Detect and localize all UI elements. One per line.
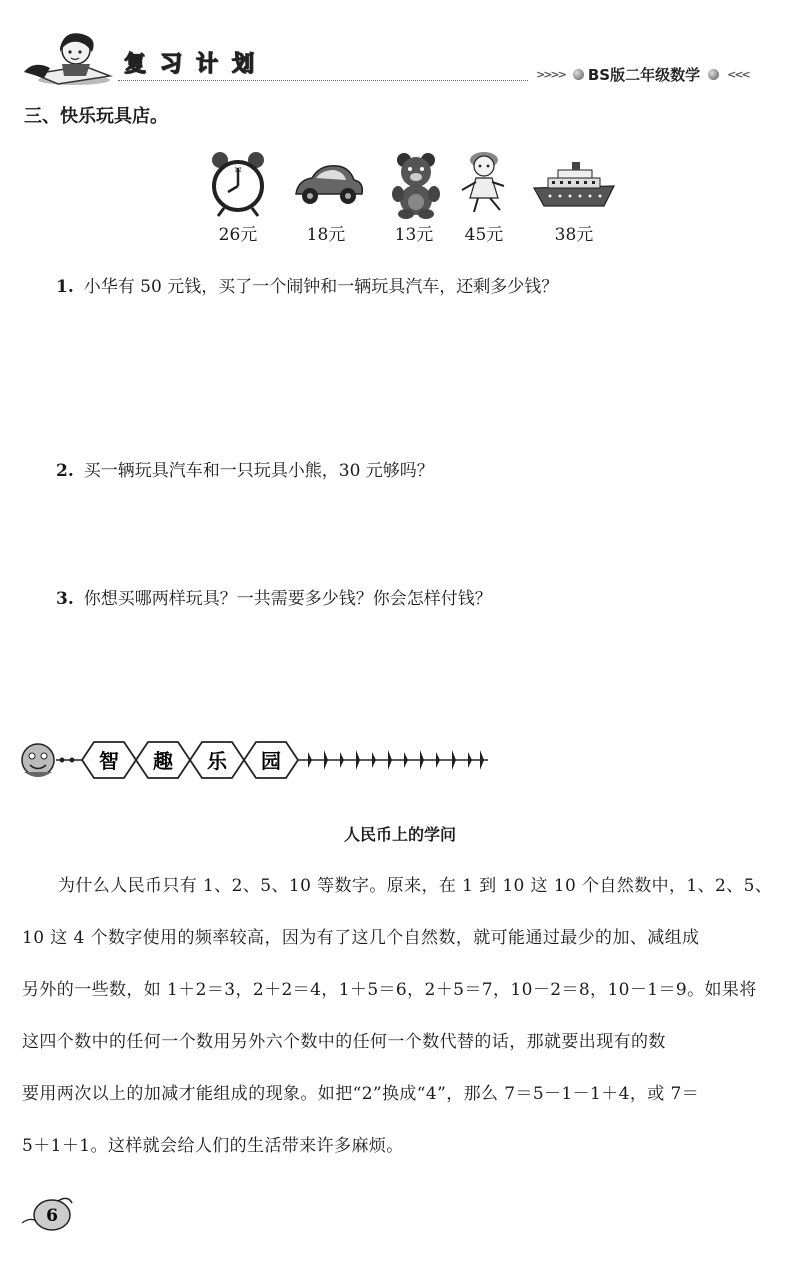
article-line: 这四个数中的任何一个数用另外六个数中的任何一个数代替的话，那就要出现有的数 <box>22 1032 666 1052</box>
question-3 <box>56 584 492 609</box>
reading-girl-icon <box>14 30 114 88</box>
toy-car-icon <box>288 150 368 220</box>
article-line: 5＋1＋1。这样就会给人们的生活带来许多麻烦。 <box>22 1136 404 1156</box>
header-title-char: 计 <box>195 52 218 77</box>
bullet-icon <box>573 69 584 80</box>
header-title-char: 复 <box>123 52 146 77</box>
article-line: 要用两次以上的加减才能组成的现象。如把“2”换成“4”，那么 7＝5－1－1＋4，或 7＝ <box>22 1084 700 1104</box>
header-divider <box>118 80 528 81</box>
arrows-right-icon: >>>> <box>536 68 565 81</box>
price-label: 26元 <box>218 225 258 245</box>
garden-label: 智 <box>99 749 119 773</box>
question-2 <box>56 456 434 481</box>
question-text: 买一辆玩具汽车和一只玩具小熊，30 元够吗？ <box>83 461 434 481</box>
question-number: 2. <box>56 461 74 481</box>
question-text: 小华有 50 元钱，买了一个闹钟和一辆玩具汽车，还剩多少钱？ <box>83 277 559 297</box>
price-label: 13元 <box>394 225 434 245</box>
mascot-icon <box>22 744 54 777</box>
svg-text:12: 12 <box>234 167 242 174</box>
grade-badge <box>532 64 753 85</box>
article-body <box>22 860 780 1172</box>
article-line: 为什么人民币只有 1、2、5、10 等数字。原来，在 1 到 10 这 10 个自然数中，1、2、5、 <box>58 876 773 896</box>
ship-icon <box>532 150 616 220</box>
garden-label: 乐 <box>207 749 227 773</box>
grade-badge-text: BS版二年级数学 <box>587 66 701 84</box>
article-title: 人民币上的学问 <box>343 825 456 844</box>
garden-label: 趣 <box>153 749 173 773</box>
arrows-left-icon: <<< <box>727 68 749 81</box>
section-title: 三、快乐玩具店。 <box>24 106 168 127</box>
question-1 <box>56 272 558 297</box>
page-number-badge <box>18 1195 78 1233</box>
bullet-icon <box>708 69 719 80</box>
doll-icon <box>448 150 528 220</box>
header-title <box>118 50 260 82</box>
page-header <box>0 0 800 100</box>
price-label: 38元 <box>554 225 594 245</box>
price-label: 18元 <box>306 225 346 245</box>
header-title-char: 划 <box>231 52 254 77</box>
header-title-char: 习 <box>159 52 182 77</box>
question-number: 1. <box>56 277 74 297</box>
alarm-clock-icon <box>198 150 278 220</box>
garden-label: 园 <box>261 749 281 773</box>
teddy-bear-icon <box>376 150 456 220</box>
question-number: 3. <box>56 589 74 609</box>
question-text: 你想买哪两样玩具？一共需要多少钱？你会怎样付钱？ <box>83 589 492 609</box>
page-number: 6 <box>46 1206 58 1226</box>
article-line: 10 这 4 个数字使用的频率较高，因为有了这几个自然数，就可能通过最少的加、减组成 <box>22 928 700 948</box>
article-line: 另外的一些数，如 1＋2＝3，2＋2＝4，1＋5＝6，2＋5＝7，10－2＝8，10－1＝9。如果将 <box>22 980 757 1000</box>
fun-garden-banner <box>18 738 498 782</box>
price-label: 45元 <box>464 225 504 245</box>
